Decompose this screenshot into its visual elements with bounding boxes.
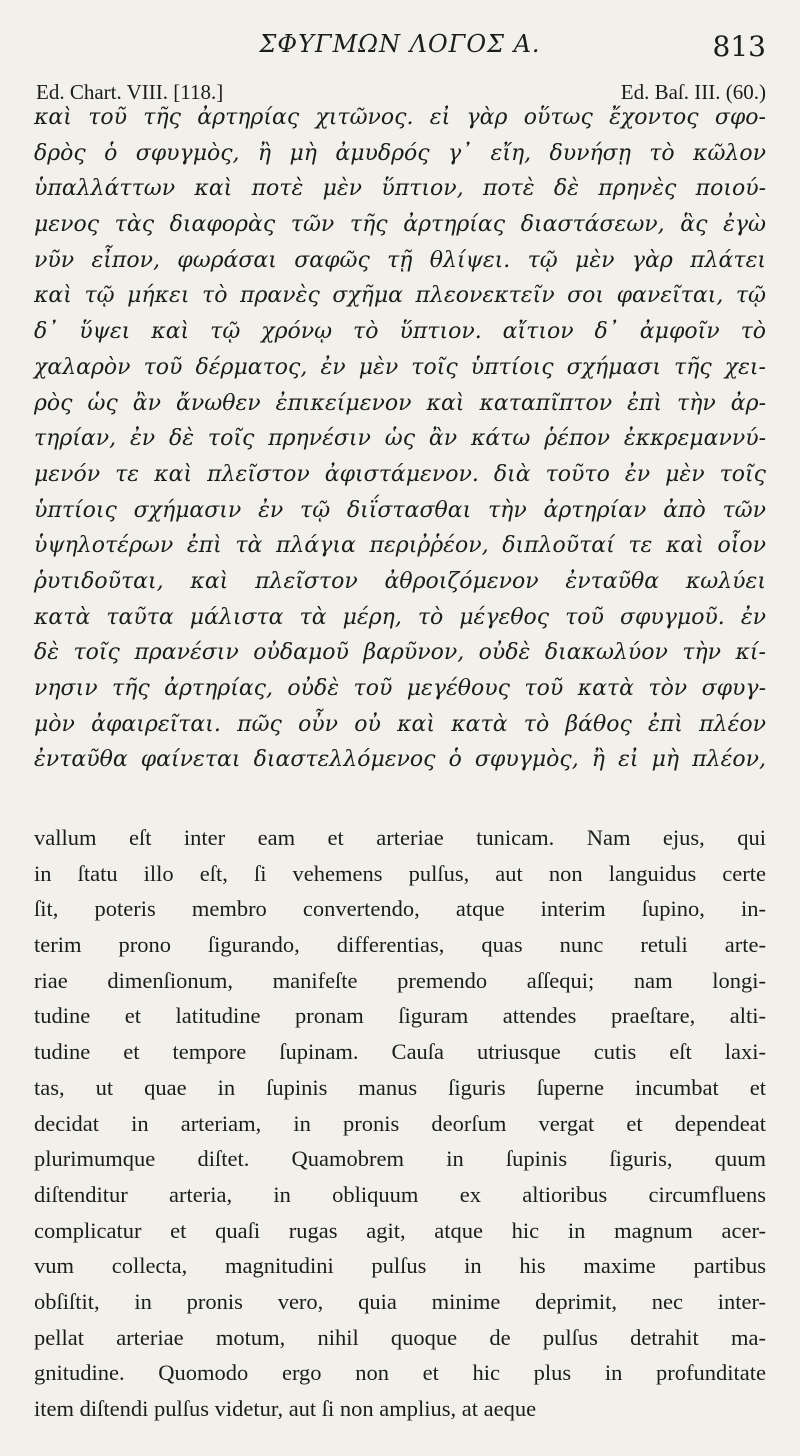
greek-text-line: νησιν τῆς ἀρτηρίας, οὐδὲ τοῦ μεγέθους τοῦ κατὰ τὸν σφυγ- — [34, 676, 766, 701]
latin-text-line: tudine et tempore ſupinam. Cauſa utriusque cutis eſt laxi- — [34, 1039, 766, 1065]
latin-text-line: in ſtatu illo eſt, ſi vehemens pulſus, aut non languidus certe — [34, 860, 766, 886]
greek-text-line: ὑψηλοτέρων ἐπὶ τὰ πλάγια περιῤῥέον, διπλοῦταί τε καὶ οἷον — [34, 533, 766, 559]
latin-text-line: terim prono ſigurando, differentias, quas nunc retuli arte- — [34, 932, 766, 958]
ed-chart-reference: Ed. Chart. VIII. [118.] — [36, 80, 224, 104]
greek-text-line: ῥυτιδοῦται, καὶ πλεῖστον ἀθροιζόμενον ἐνταῦθα κωλύει — [34, 568, 766, 594]
greek-text-line: κατὰ ταῦτα μάλιστα τὰ μέρη, τὸ μέγεθος τοῦ σφυγμοῦ. ἐν — [34, 604, 766, 630]
latin-text-line: tas, ut quae in ſupinis manus ſiguris ſuperne incumbat et — [34, 1074, 766, 1100]
latin-text-line: tudine et latitudine pronam ſiguram attendes praeſtare, alti- — [34, 1003, 766, 1029]
latin-text-block — [34, 820, 766, 1427]
latin-text-line: complicatur et quaſi rugas agit, atque hic in magnum acer- — [34, 1217, 766, 1243]
greek-text-line: χαλαρὸν τοῦ δέρματος, ἐν μὲν τοῖς ὑπτίοις σχήμασι τῆς χει- — [34, 354, 766, 380]
latin-text-line: ſit, poteris membro convertendo, atque interim ſupino, in- — [34, 896, 766, 922]
greek-text-line: τηρίαν, ἐν δὲ τοῖς πρηνέσιν ὡς ἂν κάτω ῥέπον ἐκκρεμαννύ- — [34, 426, 766, 452]
greek-text-line: καὶ τοῦ τῆς ἀρτηρίας χιτῶνος. εἰ γὰρ οὕτως ἔχοντος σφο- — [34, 105, 766, 130]
latin-text-line: pellat arteriae motum, nihil quoque de pulſus detrahit ma- — [34, 1324, 766, 1350]
greek-text-line: ὑπτίοις σχήμασιν ἐν τῷ διΐστασθαι τὴν ἀρτηρίαν ἀπὸ τῶν — [34, 497, 766, 523]
latin-text-line: obſiſtit, in pronis vero, quia minime deprimit, nec inter- — [34, 1288, 766, 1314]
greek-text-line: δὲ τοῖς πρανέσιν οὐδαμοῦ βαρῦνον, οὐδὲ διακωλύον τὴν κί- — [34, 640, 766, 666]
greek-text-line: ὑπαλλάττων καὶ ποτὲ μὲν ὕπτιον, ποτὲ δὲ πρηνὲς ποιού- — [34, 176, 766, 202]
greek-text-line: ἐνταῦθα φαίνεται διαστελλόμενος ὁ σφυγμὸς, ἢ εἰ μὴ πλέον, — [34, 747, 766, 773]
greek-text-line: μὸν ἀφαιρεῖται. πῶς οὖν οὐ καὶ κατὰ τὸ βάθος ἐπὶ πλέον — [34, 711, 766, 737]
ed-bas-reference: Ed. Baſ. III. (60.) — [620, 80, 766, 104]
latin-text-line: vallum eſt inter eam et arteriae tunicam. Nam ejus, qui — [34, 825, 766, 850]
latin-text-line: decidat in arteriam, in pronis deorſum vergat et dependeat — [34, 1110, 766, 1136]
latin-text-line: plurimumque diſtet. Quamobrem in ſupinis ſiguris, quum — [34, 1146, 766, 1172]
greek-text-line: καὶ τῷ μήκει τὸ πρανὲς σχῆμα πλεονεκτεῖν σοι φανεῖται, τῷ — [34, 283, 766, 309]
latin-text-line: item diſtendi pulſus videtur, aut ſi non amplius, at aeque — [34, 1396, 537, 1421]
greek-text-block — [34, 100, 766, 778]
latin-text-line: gnitudine. Quomodo ergo non et hic plus in profunditate — [34, 1360, 766, 1386]
latin-text-line: diſtenditur arteria, in obliquum ex altioribus circumfluens — [34, 1181, 766, 1207]
greek-text-line: δ᾽ ὕψει καὶ τῷ χρόνῳ τὸ ὕπτιον. αἴτιον δ᾽ ἀμφοῖν τὸ — [34, 319, 766, 345]
running-title: ΣΦΥΓΜΩΝ ΛΟΓΟΣ Α. — [259, 30, 541, 58]
greek-text-line: μενόν τε καὶ πλεῖστον ἀφιστάμενον. διὰ τοῦτο ἐν μὲν τοῖς — [34, 461, 766, 487]
greek-text-line: ρὸς ὡς ἂν ἄνωθεν ἐπικείμενον καὶ καταπῖπτον ἐπὶ τὴν ἀρ- — [34, 390, 766, 416]
greek-text-line: μενος τὰς διαφορὰς τῶν τῆς ἀρτηρίας διαστάσεων, ἃς ἐγὼ — [34, 212, 766, 238]
greek-text-line: δρὸς ὁ σφυγμὸς, ἢ μὴ ἀμυδρός γ᾽ εἴη, δυνήσῃ τὸ κῶλον — [34, 140, 766, 166]
latin-text-line: riae dimenſionum, manifeſte premendo aſſequi; nam longi- — [34, 967, 766, 993]
greek-text-line: νῦν εἶπον, φωράσαι σαφῶς τῇ θλίψει. τῷ μὲν γὰρ πλάτει — [34, 247, 766, 273]
latin-text-line: vum collecta, magnitudini pulſus in his maxime partibus — [34, 1253, 766, 1279]
page-number: 813 — [712, 30, 766, 63]
